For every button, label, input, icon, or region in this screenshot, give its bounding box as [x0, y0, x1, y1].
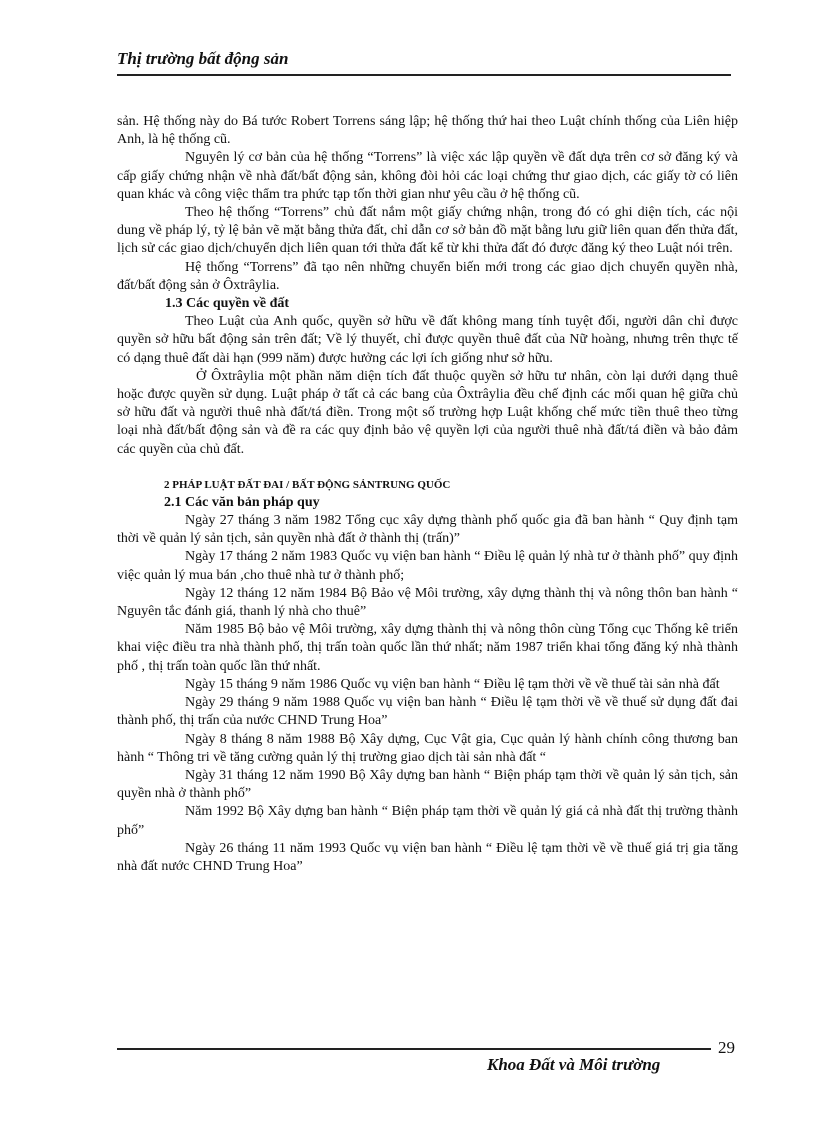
paragraph: Theo hệ thống “Torrens” chủ đất nắm một giấy chứng nhận, trong đó có ghi diện tích, các nội dung về pháp lý, tỷ lệ bản vẽ mặt bằng thửa đất, chỉ dẫn cơ sở bản đồ mặt bằng lưu giữ liên quan đến thửa đất, lịch sử các giao dịch/chuyển dịch liên quan tới thửa đất kể từ khi thửa đất đó được đăng ký theo Luật nói trên. — [117, 205, 738, 257]
page-header-title: Thị trường bất động sản — [117, 49, 289, 68]
paragraph: Ngày 8 tháng 8 năm 1988 Bộ Xây dựng, Cục Vật gia, Cục quản lý hành chính công thương ban hành “ Thông tri về tăng cường quản lý thị trường giao dịch tài sản nhà đất “ — [117, 731, 738, 765]
paragraph: Ngày 31 tháng 12 năm 1990 Bộ Xây dựng ban hành “ Biện pháp tạm thời về quản lý sản tịch, sản quyền nhà ở thành phố” — [117, 767, 738, 802]
paragraph: Hệ thống “Torrens” đã tạo nên những chuyển biến mới trong các giao dịch chuyển quyền nhà, đất/bất động sản ở Ôxtrâylia. — [117, 259, 738, 293]
paragraph: Ngày 27 tháng 3 năm 1982 Tổng cục xây dựng thành phố quốc gia đã ban hành “ Quy định tạm thời về quản lý sản tịch, sản quyền nhà đất ở thành thị (trấn)” — [117, 513, 738, 547]
paragraph: Ngày 17 tháng 2 năm 1983 Quốc vụ viện ban hành “ Điều lệ quản lý nhà tư ở thành phố” quy định việc quản lý mua bán ,cho thuê nhà tư ở thành phố; — [117, 549, 738, 583]
paragraph: Theo Luật của Anh quốc, quyền sở hữu về đất không mang tính tuyệt đối, người dân chỉ được quyền sở hữu bất động sản trên đất; Về lý thuyết, chỉ được quyền thuê đất của Nữ hoàng, nhưng trên thực tế có dạng thuê đất dài hạn (999 năm) được hưởng các lợi ích giống như sở hữu. — [117, 314, 738, 366]
paragraph: Ngày 15 tháng 9 năm 1986 Quốc vụ viện ban hành “ Điều lệ tạm thời về về thuế tài sản nhà đất — [185, 676, 720, 692]
page-number: 29 — [718, 1038, 735, 1057]
paragraph: Ngày 29 tháng 9 năm 1988 Quốc vụ viện ban hành “ Điều lệ tạm thời về về thuế sử dụng đất đai thành phố, thị trấn của nước CHND Trung Hoa” — [117, 695, 738, 729]
footer-title: Khoa Đất và Môi trường — [487, 1055, 661, 1074]
paragraph: Ở Ôxtrâylia một phần năm diện tích đất thuộc quyền sở hữu tư nhân, còn lại dưới dạng thuê hoặc được quyền sử dụng. Luật pháp ở tất cả các bang của Ôxtrâylia đều chế định các mối quan hệ giữa chủ sở hữu đất và người thuê nhà đất/tá điền. Trong một số trường hợp Luật khống chế mức tiền thuê theo từng loại nhà đất/bất động sản và đề ra các quy định bảo vệ quyền lợi của người thuê nhà đất/tá điền và bảo đảm các quyền của chủ đất. — [117, 368, 738, 457]
header-divider — [117, 74, 731, 76]
section-heading: 1.3 Các quyền về đất — [165, 296, 290, 312]
paragraph: Năm 1992 Bộ Xây dựng ban hành “ Biện pháp tạm thời về quản lý giá cả nhà đất thị trường thành phố” — [117, 804, 738, 838]
paragraph: sản. Hệ thống này do Bá tước Robert Torrens sáng lập; hệ thống thứ hai theo Luật chính thống của Liên hiệp Anh, là hệ thống cũ. — [117, 114, 738, 148]
document-body — [117, 113, 738, 876]
footer-divider — [117, 1048, 711, 1050]
paragraph: Ngày 12 tháng 12 năm 1984 Bộ Bảo vệ Môi trường, xây dựng thành thị và nông thôn ban hành “ Nguyên tắc đánh giá, thanh lý nhà cho thuê” — [117, 585, 738, 620]
paragraph: Năm 1985 Bộ bảo vệ Môi trường, xây dựng thành thị và nông thôn cùng Tổng cục Thống kê triển khai việc điều tra nhà thành phố, thị trấn toàn quốc lần thứ nhất; năm 1987 triển khai tổng đăng ký nhà thành phố , thị trấn toàn quốc lần thứ nhất. — [117, 622, 738, 674]
chapter-heading: 2 PHÁP LUẬT ĐẤT ĐAI / BẤT ĐỘNG SẢNTRUNG QUỐC — [164, 478, 451, 491]
paragraph: Nguyên lý cơ bản của hệ thống “Torrens” là việc xác lập quyền về đất dựa trên cơ sở đăng ký và cấp giấy chứng nhận về nhà đất/bất động sản, không đòi hỏi các loại chứng thư giao dịch, các giấy tờ có liên quan khác và công việc thẩm tra phức tạp tốn thời gian như yêu cầu ở hệ thống cũ. — [117, 150, 738, 202]
paragraph: Ngày 26 tháng 11 năm 1993 Quốc vụ viện ban hành “ Điều lệ tạm thời về về thuế giá trị gia tăng nhà đất nước CHND Trung Hoa” — [117, 840, 738, 874]
section-heading: 2.1 Các văn bản pháp quy — [164, 494, 320, 510]
